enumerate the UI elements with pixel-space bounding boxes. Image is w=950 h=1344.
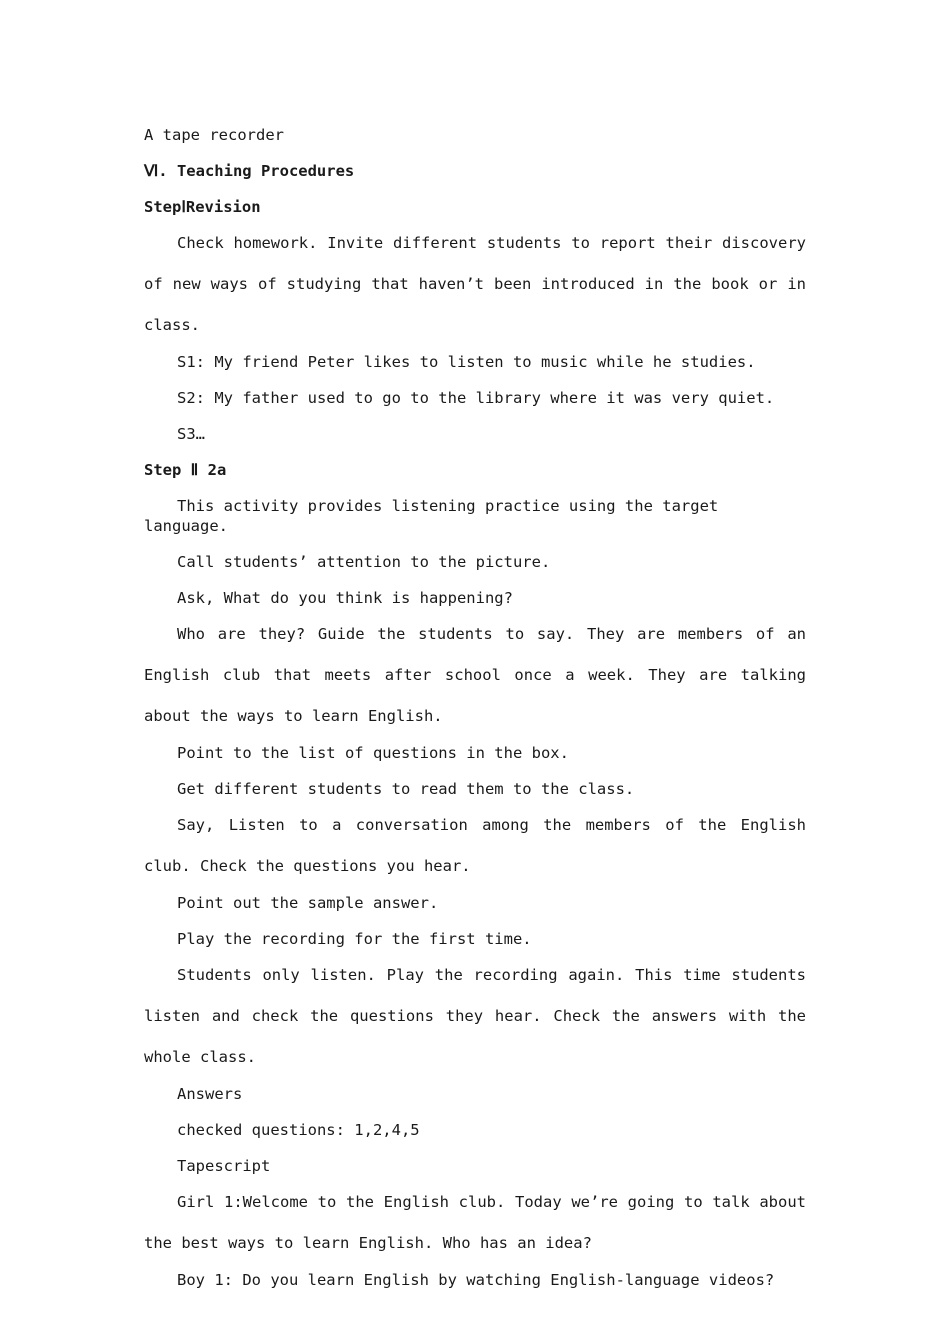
paragraph-call-attention: Call students’ attention to the picture. bbox=[177, 553, 551, 571]
paragraph-boy-1: Boy 1: Do you learn English by watching English-language videos? bbox=[177, 1271, 775, 1289]
step-2-heading: Step Ⅱ 2a bbox=[144, 461, 227, 479]
paragraph-tapescript-label: Tapescript bbox=[177, 1157, 271, 1175]
step-1-heading: StepⅠRevision bbox=[144, 198, 261, 216]
paragraph-s1: S1: My friend Peter likes to listen to music while he studies. bbox=[177, 353, 756, 371]
paragraph-ask: Ask, What do you think is happening? bbox=[177, 589, 513, 607]
paragraph-girl-1: Girl 1:Welcome to the English club. Today we’re going to talk about the best ways to learn English. Who has an idea? bbox=[144, 1193, 816, 1252]
paragraph-point-list: Point to the list of questions in the box. bbox=[177, 744, 569, 762]
document-page bbox=[144, 125, 816, 1306]
section-heading-teaching-procedures: Ⅵ. Teaching Procedures bbox=[144, 162, 355, 180]
paragraph-sample-answer: Point out the sample answer. bbox=[177, 894, 439, 912]
paragraph-say-listen: Say, Listen to a conversation among the members of the English club. Check the questions you hear. bbox=[144, 816, 816, 875]
paragraph-get-students: Get different students to read them to the class. bbox=[177, 780, 635, 798]
paragraph-who-are-they: Who are they? Guide the students to say. They are members of an English club that meets after school once a week. They are talking about the ways to learn English. bbox=[144, 625, 816, 725]
paragraph-students-listen: Students only listen. Play the recording again. This time students listen and check the questions they hear. Check the answers with the whole class. bbox=[144, 966, 816, 1066]
paragraph-s2: S2: My father used to go to the library where it was very quiet. bbox=[177, 389, 775, 407]
paragraph-answers-label: Answers bbox=[177, 1085, 243, 1103]
materials-line: A tape recorder bbox=[144, 126, 284, 144]
paragraph-play-first: Play the recording for the first time. bbox=[177, 930, 532, 948]
paragraph-activity: This activity provides listening practice using the target language. bbox=[144, 497, 728, 535]
paragraph-s3: S3… bbox=[177, 425, 205, 443]
paragraph-checked-questions: checked questions: 1,2,4,5 bbox=[177, 1121, 420, 1139]
paragraph-check-homework: Check homework. Invite different students to report their discovery of new ways of studying that haven’t been introduced in the book or in class. bbox=[144, 234, 816, 334]
